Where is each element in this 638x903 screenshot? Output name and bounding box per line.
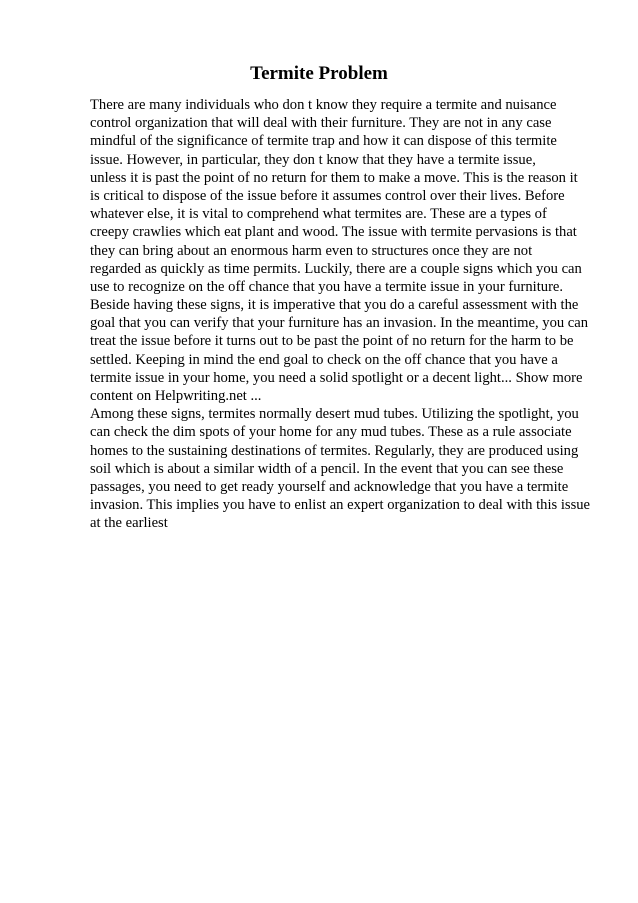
body-line: Beside having these signs, it is imperative that you do a careful assessment with the: [90, 297, 579, 314]
body-line: can check the dim spots of your home for any mud tubes. These as a rule associate: [90, 424, 572, 441]
document-title: Termite Problem: [250, 63, 388, 84]
body-line: goal that you can verify that your furniture has an invasion. In the meantime, you can: [90, 315, 589, 332]
body-line: termite issue in your home, you need a solid spotlight or a decent light... Show more: [90, 369, 583, 386]
body-line: unless it is past the point of no return for them to make a move. This is the reason it: [90, 169, 578, 186]
body-line: is critical to dispose of the issue before it assumes control over their lives. Before: [90, 187, 565, 204]
body-line: Among these signs, termites normally desert mud tubes. Utilizing the spotlight, you: [90, 406, 579, 423]
body-line: passages, you need to get ready yourself and acknowledge that you have a termite: [90, 478, 569, 495]
body-line: they can bring about an enormous harm even to structures once they are not: [90, 242, 533, 259]
body-line: use to recognize on the off chance that you have a termite issue in your furniture.: [90, 278, 564, 295]
body-line: control organization that will deal with their furniture. They are not in any case: [90, 115, 552, 132]
body-line: creepy crawlies which eat plant and wood. The issue with termite pervasions is that: [90, 224, 577, 241]
body-line: homes to the sustaining destinations of termites. Regularly, they are produced using: [90, 442, 579, 459]
body-line: settled. Keeping in mind the end goal to check on the off chance that you have a: [90, 351, 558, 368]
body-line: issue. However, in particular, they don t know that they have a termite issue,: [90, 151, 536, 168]
body-line: mindful of the significance of termite trap and how it can dispose of this termite: [90, 133, 557, 150]
document-body: [90, 96, 630, 533]
body-line: There are many individuals who don t know they require a termite and nuisance: [90, 97, 557, 113]
body-line: regarded as quickly as time permits. Luckily, there are a couple signs which you can: [90, 260, 582, 277]
body-line: at the earliest: [90, 515, 168, 532]
body-line: soil which is about a similar width of a pencil. In the event that you can see these: [90, 460, 564, 477]
body-line: whatever else, it is vital to comprehend what termites are. These are a types of: [90, 206, 547, 223]
body-line: treat the issue before it turns out to be past the point of no return for the harm to be: [90, 333, 574, 350]
helpwriting-link[interactable]: content on Helpwriting.net ...: [90, 388, 262, 404]
body-line: invasion. This implies you have to enlist an expert organization to deal with this issue: [90, 497, 591, 514]
